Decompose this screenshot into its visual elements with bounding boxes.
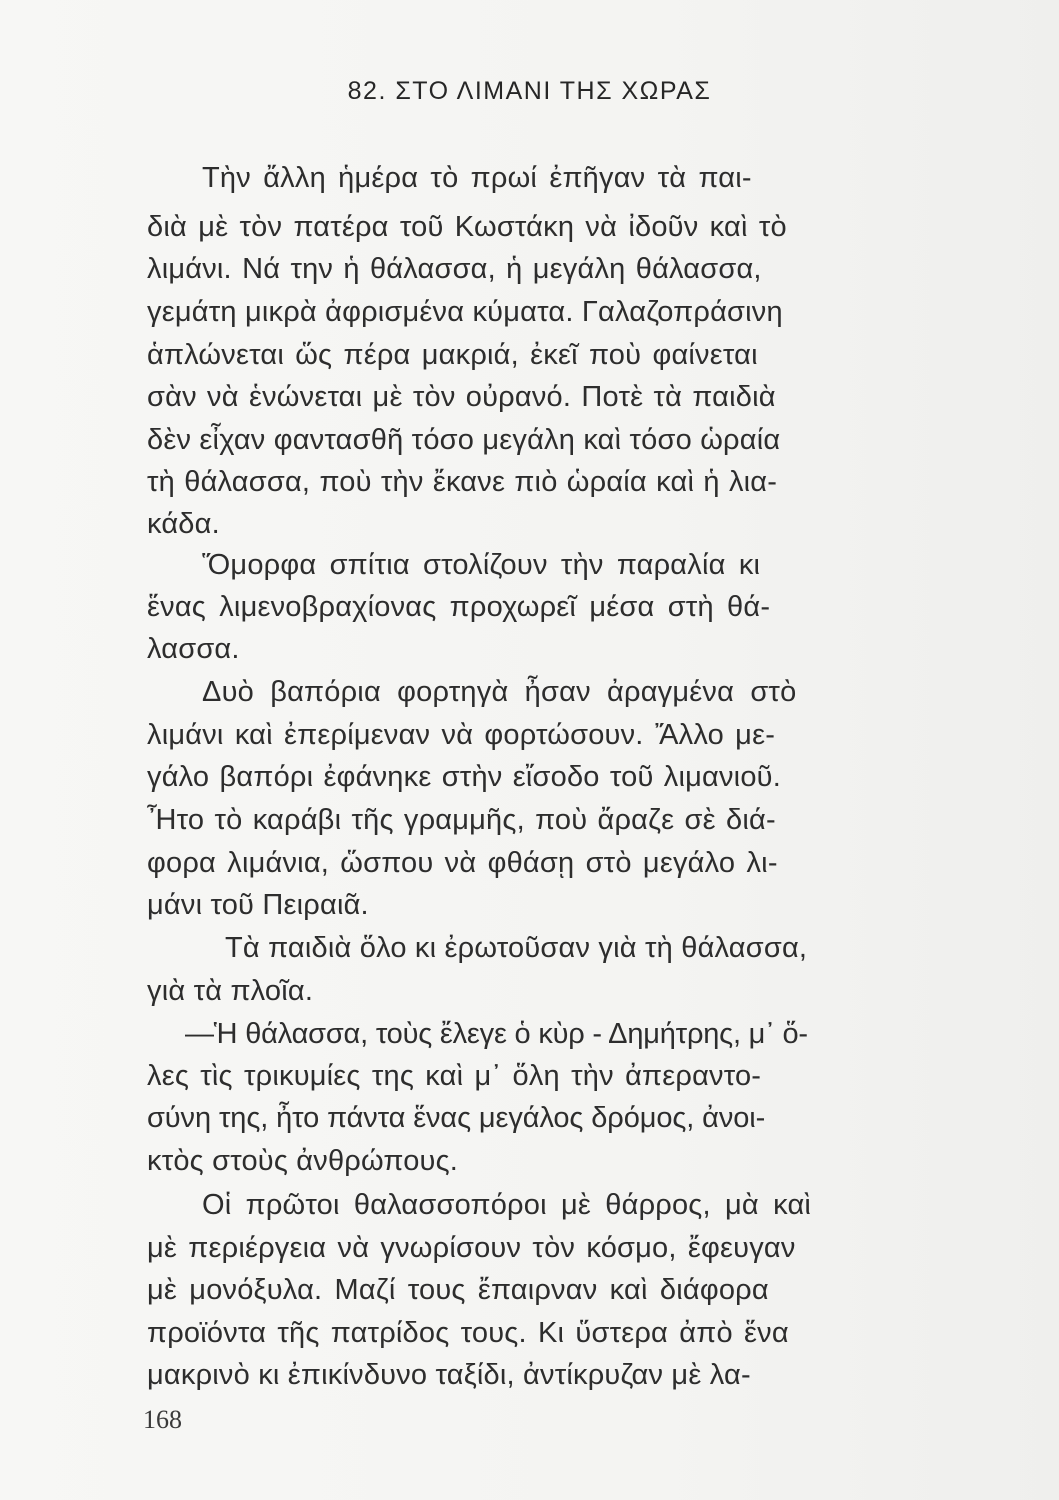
text-line: μάνι τοῦ Πειραιᾶ. <box>147 889 369 921</box>
text-line: γεμάτη μικρὰ ἀφρισμένα κύματα. Γαλαζοπράσινη <box>147 296 783 328</box>
text-line: ἕνας λιμενοβραχίονας προχωρεῖ μέσα στὴ θά- <box>147 591 771 623</box>
text-line: Τὰ παιδιὰ ὅλο κι ἐρωτοῦσαν γιὰ τὴ θάλασσα, <box>225 932 808 964</box>
text-line: λιμάνι. Νά την ἡ θάλασσα, ἡ μεγάλη θάλασσα, <box>147 253 762 285</box>
text-line: διὰ μὲ τὸν πατέρα τοῦ Κωστάκη νὰ ἰδοῦν καὶ τὸ <box>147 211 787 243</box>
page-title: 82. ΣΤΟ ΛΙΜΑΝΙ ΤΗΣ ΧΩΡΑΣ <box>347 77 712 105</box>
text-line: μακρινὸ κι ἐπικίνδυνο ταξίδι, ἀντίκρυζαν μὲ λα- <box>147 1359 751 1391</box>
text-line: Δυὸ βαπόρια φορτηγὰ ἦσαν ἀραγμένα στὸ <box>202 676 797 708</box>
page-number: 168 <box>143 1405 182 1434</box>
text-line: Ὅμορφα σπίτια στολίζουν τὴν παραλία κι <box>202 549 761 581</box>
text-line: λασσα. <box>147 633 240 665</box>
text-line: Οἱ πρῶτοι θαλασσοπόροι μὲ θάρρος, μὰ καὶ <box>202 1189 812 1221</box>
text-line: Ἦτο τὸ καράβι τῆς γραμμῆς, ποὺ ἄραζε σὲ διά- <box>147 804 776 836</box>
text-line: ἁπλώνεται ὥς πέρα μακριά, ἐκεῖ ποὺ φαίνεται <box>147 339 758 371</box>
text-line: Τὴν ἄλλη ἡμέρα τὸ πρωί ἐπῆγαν τὰ παι- <box>202 162 752 194</box>
text-line: γάλο βαπόρι ἐφάνηκε στὴν εἴσοδο τοῦ λιμανιοῦ. <box>147 761 781 793</box>
text-line: μὲ μονόξυλα. Μαζί τους ἔπαιρναν καὶ διάφορα <box>147 1274 769 1306</box>
text-line: λες τὶς τρικυμίες της καὶ μ᾽ ὅλη τὴν ἀπεραντο- <box>147 1060 762 1092</box>
text-line: τὴ θάλασσα, ποὺ τὴν ἔκανε πιὸ ὡραία καὶ ἡ λια- <box>147 466 778 498</box>
text-line: δὲν εἶχαν φαντασθῆ τόσο μεγάλη καὶ τόσο ὡραία <box>147 424 781 456</box>
text-line: φορα λιμάνια, ὥσπου νὰ φθάσῃ στὸ μεγάλο λι- <box>147 847 778 879</box>
text-line: λιμάνι καὶ ἐπερίμεναν νὰ φορτώσουν. Ἄλλο με- <box>147 719 776 751</box>
text-line: γιὰ τὰ πλοῖα. <box>147 975 314 1007</box>
text-line: σύνη της, ἦτο πάντα ἕνας μεγάλος δρόμος, ἀνοι- <box>147 1102 766 1134</box>
text-line: κτὸς στοὺς ἀνθρώπους. <box>147 1145 459 1177</box>
text-line: σὰν νὰ ἑνώνεται μὲ τὸν οὐρανό. Ποτὲ τὰ παιδιὰ <box>147 381 776 413</box>
text-line: προϊόντα τῆς πατρίδος τους. Κι ὕστερα ἀπὸ ἕνα <box>147 1317 789 1349</box>
text-line: —Ἡ θάλασσα, τοὺς ἔλεγε ὁ κὺρ - Δημήτρης, μ᾽ ὅ- <box>185 1018 808 1050</box>
text-line: μὲ περιέργεια νὰ γνωρίσουν τὸν κόσμο, ἔφευγαν <box>147 1232 796 1264</box>
text-line: κάδα. <box>147 508 220 540</box>
